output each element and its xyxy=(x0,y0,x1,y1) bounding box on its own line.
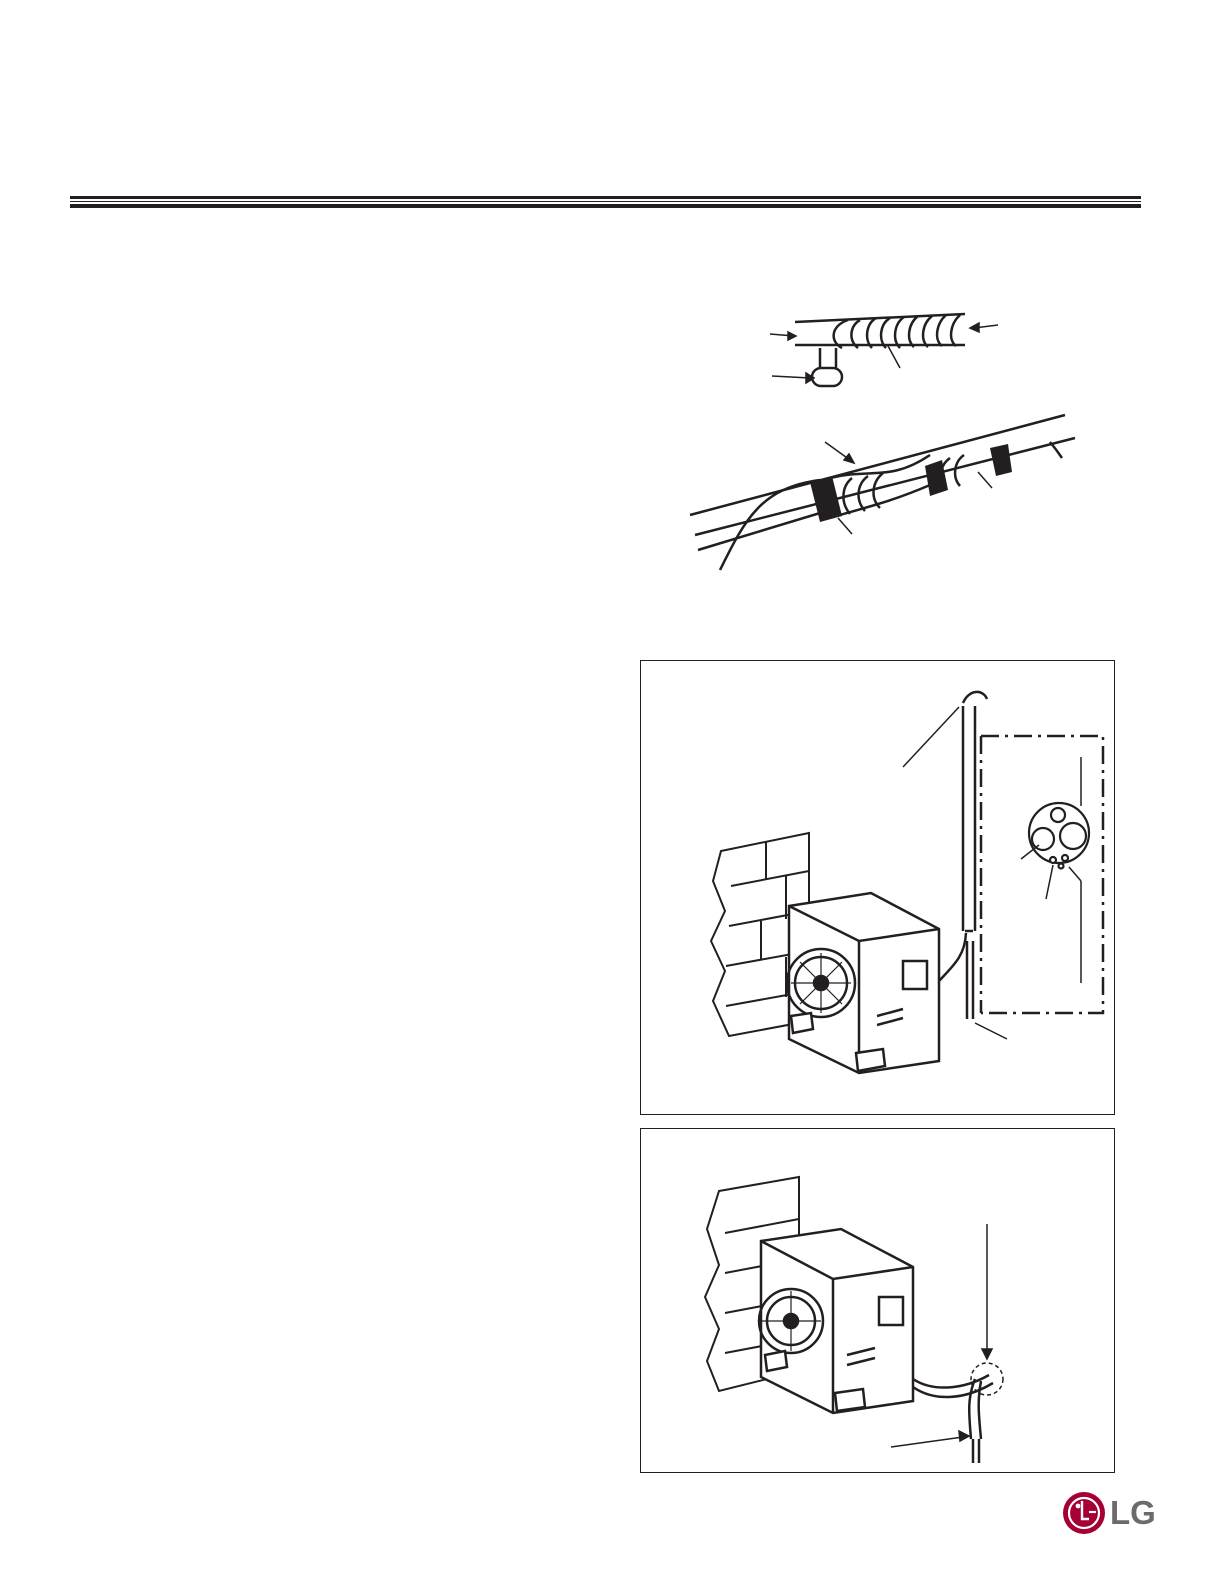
figure-drain-pipe-box xyxy=(640,660,1115,1115)
figure-taped-piping xyxy=(760,300,1020,390)
lg-logo-text: LG xyxy=(1110,1494,1156,1531)
lg-face-icon xyxy=(1063,1492,1105,1534)
figure-bundled-piping xyxy=(690,410,1080,575)
header-rule-top xyxy=(70,196,1141,199)
header-rule-bottom xyxy=(70,204,1141,208)
lg-logo xyxy=(1063,1492,1156,1534)
outdoor-unit-drain-hose-drawing xyxy=(641,1129,1116,1474)
outdoor-unit-drain-drawing xyxy=(641,661,1116,1116)
header-rule-middle xyxy=(70,201,1141,202)
lg-logo-mark-icon xyxy=(1063,1492,1105,1534)
figure-drain-hose-box xyxy=(640,1128,1115,1473)
